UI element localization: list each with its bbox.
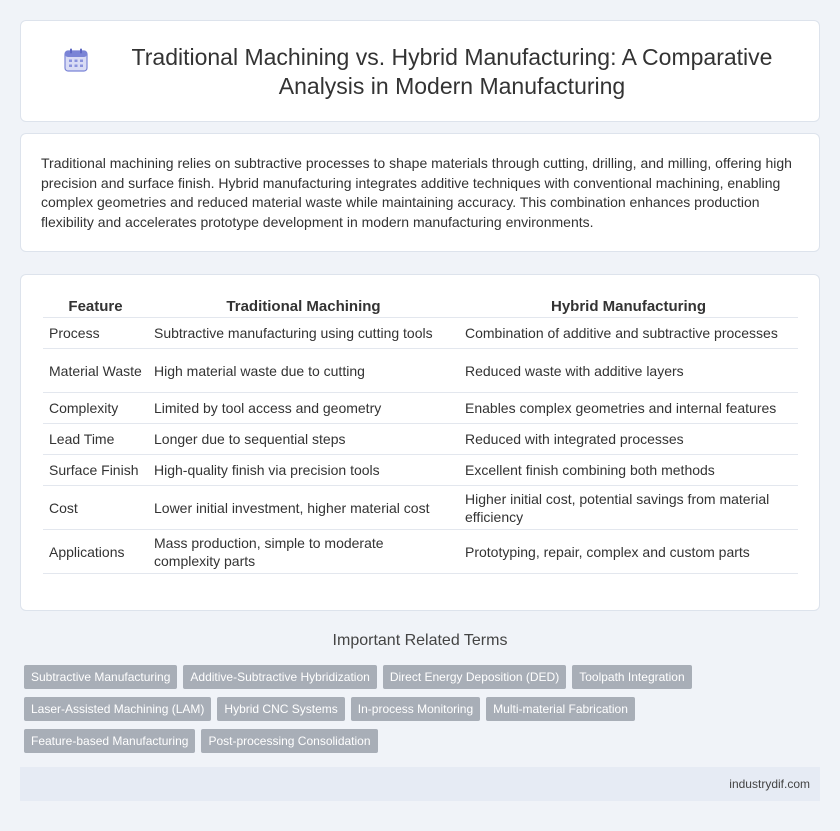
hybrid-cell: Prototyping, repair, complex and custom parts	[459, 530, 798, 574]
traditional-cell: Limited by tool access and geometry	[148, 393, 459, 424]
header-card	[20, 20, 820, 122]
tag-feature-based-manufacturing[interactable]: Feature-based Manufacturing	[24, 729, 195, 753]
table-row	[43, 530, 798, 574]
feature-cell: Cost	[43, 486, 148, 530]
feature-cell: Lead Time	[43, 424, 148, 455]
tag-additive-subtractive-hybridization[interactable]: Additive-Subtractive Hybridization	[183, 665, 376, 689]
table-row	[43, 393, 798, 424]
traditional-cell: Longer due to sequential steps	[148, 424, 459, 455]
intro-paragraph: Traditional machining relies on subtractive processes to shape materials through cutting, drilling, and milling, offering high precision and surface finish. Hybrid manufacturing integrates additive techniques with conventional machining, enabling complex geometries and reduced material waste while maintaining accuracy. This combination enhances production flexibility and accelerates prototype development in modern manufacturing environments.	[41, 155, 792, 230]
footer-site-link[interactable]: industrydif.com	[729, 777, 810, 791]
header-traditional: Traditional Machining	[148, 295, 459, 318]
calendar-icon	[63, 47, 89, 73]
table-row	[43, 455, 798, 486]
header-feature: Feature	[43, 295, 148, 318]
tag-in-process-monitoring[interactable]: In-process Monitoring	[351, 697, 480, 721]
traditional-cell: Subtractive manufacturing using cutting tools	[148, 318, 459, 349]
table-row	[43, 486, 798, 530]
traditional-cell: High-quality finish via precision tools	[148, 455, 459, 486]
comparison-table-card	[20, 274, 820, 611]
related-terms-tags	[24, 665, 784, 761]
feature-cell: Surface Finish	[43, 455, 148, 486]
header-hybrid: Hybrid Manufacturing	[459, 295, 798, 318]
table-header-row	[43, 295, 798, 318]
traditional-cell: Lower initial investment, higher material cost	[148, 486, 459, 530]
table-row	[43, 424, 798, 455]
hybrid-cell: Higher initial cost, potential savings from material efficiency	[459, 486, 798, 530]
table-row	[43, 349, 798, 393]
hybrid-cell: Excellent finish combining both methods	[459, 455, 798, 486]
traditional-cell: High material waste due to cutting	[148, 349, 459, 393]
feature-cell: Complexity	[43, 393, 148, 424]
feature-cell: Process	[43, 318, 148, 349]
tag-multi-material-fabrication[interactable]: Multi-material Fabrication	[486, 697, 635, 721]
hybrid-cell: Reduced with integrated processes	[459, 424, 798, 455]
table-row	[43, 318, 798, 349]
tag-hybrid-cnc-systems[interactable]: Hybrid CNC Systems	[217, 697, 344, 721]
traditional-cell: Mass production, simple to moderate complexity parts	[148, 530, 459, 574]
tag-subtractive-manufacturing[interactable]: Subtractive Manufacturing	[24, 665, 177, 689]
tag-direct-energy-deposition[interactable]: Direct Energy Deposition (DED)	[383, 665, 566, 689]
tag-laser-assisted-machining[interactable]: Laser-Assisted Machining (LAM)	[24, 697, 211, 721]
page-title: Traditional Machining vs. Hybrid Manufacturing: A Comparative Analysis in Modern Manufacturing	[131, 44, 773, 99]
comparison-table	[43, 295, 798, 574]
tag-toolpath-integration[interactable]: Toolpath Integration	[572, 665, 691, 689]
feature-cell: Applications	[43, 530, 148, 574]
intro-card	[20, 133, 820, 252]
feature-cell: Material Waste	[43, 349, 148, 393]
footer	[20, 767, 820, 801]
related-terms-title: Important Related Terms	[332, 632, 508, 649]
hybrid-cell: Reduced waste with additive layers	[459, 349, 798, 393]
tag-post-processing-consolidation[interactable]: Post-processing Consolidation	[201, 729, 377, 753]
hybrid-cell: Enables complex geometries and internal features	[459, 393, 798, 424]
hybrid-cell: Combination of additive and subtractive processes	[459, 318, 798, 349]
